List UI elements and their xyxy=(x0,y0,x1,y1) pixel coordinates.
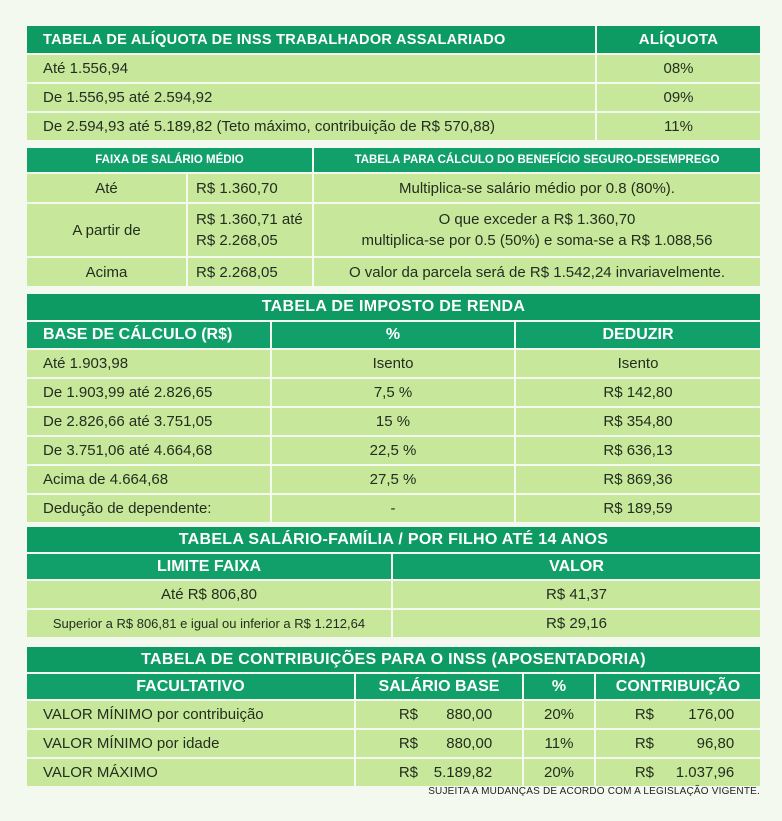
aposentadoria-salario-3-value: 5.189,82 xyxy=(433,764,493,781)
seguro-value-1: R$ 1.360,70 xyxy=(188,174,312,202)
aposentadoria-table xyxy=(25,645,762,788)
inss-rate-3: 11% xyxy=(597,113,760,140)
inss-rate-1: 08% xyxy=(597,55,760,82)
seguro-label-3: Acima xyxy=(27,258,186,286)
ir-base-header: BASE DE CÁLCULO (R$) xyxy=(27,322,270,348)
familia-limite-1: Até R$ 806,80 xyxy=(27,581,391,608)
aposentadoria-contrib-2-value: 96,80 xyxy=(696,735,735,752)
aposentadoria-pct-1: 20% xyxy=(524,701,594,728)
aposentadoria-salario-3 xyxy=(356,759,522,786)
aposentadoria-label-1: VALOR MÍNIMO por contribuição xyxy=(27,701,354,728)
aposentadoria-contrib-2-currency: R$ xyxy=(634,735,654,752)
aposentadoria-contrib-3-value: 1.037,96 xyxy=(675,764,735,781)
inss-table xyxy=(25,24,762,142)
seguro-table xyxy=(25,146,762,288)
aposentadoria-salario-2-value: 880,00 xyxy=(446,735,493,752)
ir-pct-6: - xyxy=(272,495,514,522)
aposentadoria-salario-1-value: 880,00 xyxy=(446,706,493,723)
aposentadoria-pct-2: 11% xyxy=(524,730,594,757)
aposentadoria-contrib-header: CONTRIBUIÇÃO xyxy=(596,674,760,699)
aposentadoria-contrib-2 xyxy=(596,730,760,757)
aposentadoria-contrib-3 xyxy=(596,759,760,786)
ir-title: TABELA DE IMPOSTO DE RENDA xyxy=(27,294,760,320)
aposentadoria-salario-header: SALÁRIO BASE xyxy=(356,674,522,699)
ir-base-4: De 3.751,06 até 4.664,68 xyxy=(27,437,270,464)
seguro-calc-2-line1: O que exceder a R$ 1.360,70 xyxy=(438,211,636,228)
ir-pct-4: 22,5 % xyxy=(272,437,514,464)
ir-pct-5: 27,5 % xyxy=(272,466,514,493)
aposentadoria-salario-1 xyxy=(356,701,522,728)
seguro-value-3: R$ 2.268,05 xyxy=(188,258,312,286)
footnote: SUJEITA A MUDANÇAS DE ACORDO COM A LEGISLAÇÃO VIGENTE. xyxy=(428,786,760,797)
ir-deduzir-3: R$ 354,80 xyxy=(516,408,760,435)
ir-deduzir-5: R$ 869,36 xyxy=(516,466,760,493)
aposentadoria-salario-2-currency: R$ xyxy=(398,735,418,752)
inss-range-3: De 2.594,93 até 5.189,82 (Teto máximo, contribuição de R$ 570,88) xyxy=(27,113,595,140)
familia-valor-1: R$ 41,37 xyxy=(393,581,760,608)
seguro-calc-1: Multiplica-se salário médio por 0.8 (80%). xyxy=(314,174,760,202)
inss-title: TABELA DE ALÍQUOTA DE INSS TRABALHADOR ASSALARIADO xyxy=(27,26,595,53)
seguro-faixa-header: FAIXA DE SALÁRIO MÉDIO xyxy=(27,148,312,172)
ir-base-3: De 2.826,66 até 3.751,05 xyxy=(27,408,270,435)
ir-deduzir-4: R$ 636,13 xyxy=(516,437,760,464)
ir-table xyxy=(25,292,762,524)
aposentadoria-label-2: VALOR MÍNIMO por idade xyxy=(27,730,354,757)
ir-deduzir-1: Isento xyxy=(516,350,760,377)
inss-rate-header: ALÍQUOTA xyxy=(597,26,760,53)
inss-range-2: De 1.556,95 até 2.594,92 xyxy=(27,84,595,111)
ir-base-1: Até 1.903,98 xyxy=(27,350,270,377)
seguro-calc-3: O valor da parcela será de R$ 1.542,24 invariavelmente. xyxy=(314,258,760,286)
aposentadoria-contrib-1-currency: R$ xyxy=(634,706,654,723)
seguro-calc-2-line2: multiplica-se por 0.5 (50%) e soma-se a R$ 1.088,56 xyxy=(361,232,713,249)
ir-deduzir-header: DEDUZIR xyxy=(516,322,760,348)
aposentadoria-salario-3-currency: R$ xyxy=(398,764,418,781)
seguro-value-2-line2: R$ 2.268,05 xyxy=(196,232,278,249)
familia-table xyxy=(25,525,762,639)
familia-title: TABELA SALÁRIO-FAMÍLIA / POR FILHO ATÉ 14 ANOS xyxy=(27,527,760,552)
aposentadoria-pct-3: 20% xyxy=(524,759,594,786)
ir-pct-3: 15 % xyxy=(272,408,514,435)
ir-deduzir-6: R$ 189,59 xyxy=(516,495,760,522)
seguro-calc-2 xyxy=(314,204,760,256)
familia-limite-header: LIMITE FAIXA xyxy=(27,554,391,579)
aposentadoria-pct-header: % xyxy=(524,674,594,699)
ir-pct-1: Isento xyxy=(272,350,514,377)
aposentadoria-label-3: VALOR MÁXIMO xyxy=(27,759,354,786)
aposentadoria-salario-1-currency: R$ xyxy=(398,706,418,723)
familia-limite-2: Superior a R$ 806,81 e igual ou inferior a R$ 1.212,64 xyxy=(27,610,391,637)
ir-deduzir-2: R$ 142,80 xyxy=(516,379,760,406)
familia-valor-header: VALOR xyxy=(393,554,760,579)
seguro-value-2 xyxy=(188,204,312,256)
familia-valor-2: R$ 29,16 xyxy=(393,610,760,637)
ir-base-5: Acima de 4.664,68 xyxy=(27,466,270,493)
seguro-calc-header: TABELA PARA CÁLCULO DO BENEFÍCIO SEGURO-DESEMPREGO xyxy=(314,148,760,172)
aposentadoria-contrib-1-value: 176,00 xyxy=(688,706,735,723)
aposentadoria-contrib-3-currency: R$ xyxy=(634,764,654,781)
ir-pct-2: 7,5 % xyxy=(272,379,514,406)
aposentadoria-contrib-1 xyxy=(596,701,760,728)
ir-pct-header: % xyxy=(272,322,514,348)
seguro-label-2: A partir de xyxy=(27,204,186,256)
aposentadoria-salario-2 xyxy=(356,730,522,757)
ir-base-6: Dedução de dependente: xyxy=(27,495,270,522)
seguro-label-1: Até xyxy=(27,174,186,202)
seguro-value-2-line1: R$ 1.360,71 até xyxy=(196,211,303,228)
inss-rate-2: 09% xyxy=(597,84,760,111)
ir-base-2: De 1.903,99 até 2.826,65 xyxy=(27,379,270,406)
inss-range-1: Até 1.556,94 xyxy=(27,55,595,82)
aposentadoria-facultativo-header: FACULTATIVO xyxy=(27,674,354,699)
aposentadoria-title: TABELA DE CONTRIBUIÇÕES PARA O INSS (APOSENTADORIA) xyxy=(27,647,760,672)
